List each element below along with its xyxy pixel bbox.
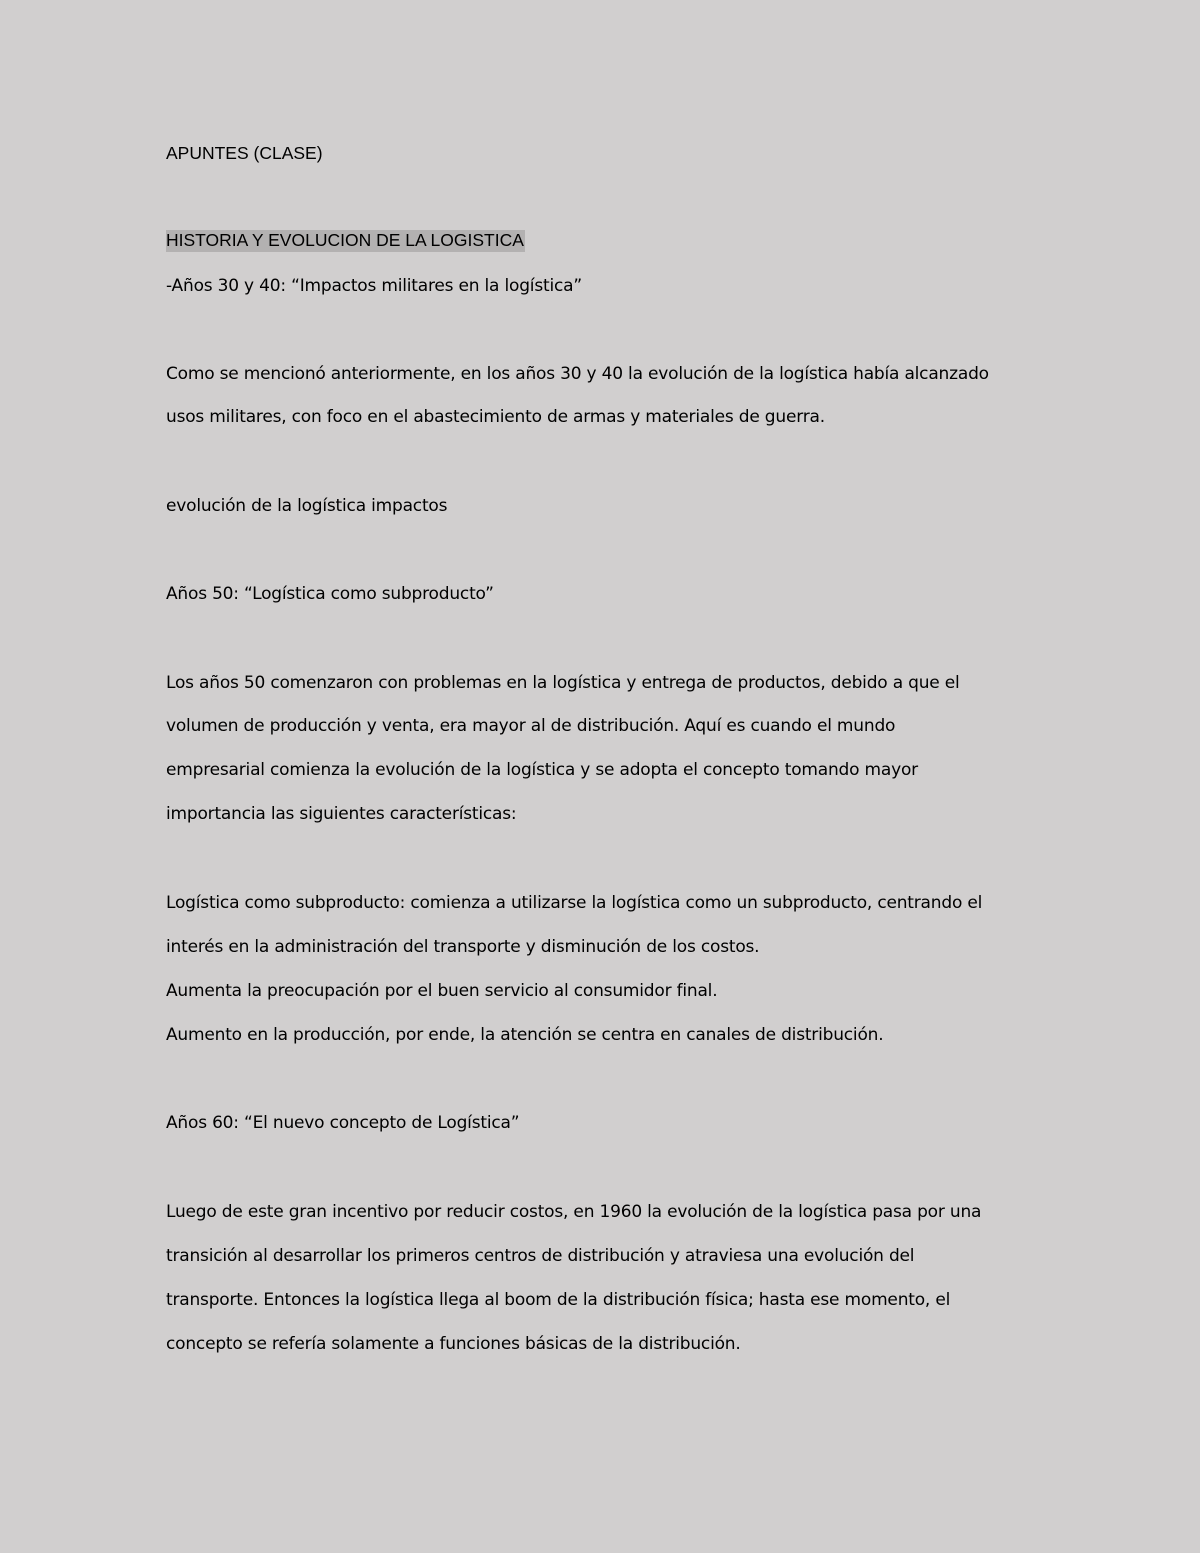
paragraph-line: usos militares, con foco en el abastecimiento de armas y materiales de guerra.: [166, 407, 825, 427]
document-heading: APUNTES (CLASE): [166, 143, 323, 163]
paragraph-line: empresarial comienza la evolución de la logística y se adopta el concepto tomando mayor: [166, 760, 918, 780]
paragraph-line: volumen de producción y venta, era mayor al de distribución. Aquí es cuando el mundo: [166, 716, 896, 736]
paragraph-line: Los años 50 comenzaron con problemas en la logística y entrega de productos, debido a que el: [166, 673, 960, 693]
paragraph-line: transición al desarrollar los primeros centros de distribución y atraviesa una evolución del: [166, 1246, 915, 1266]
paragraph-line: Como se mencionó anteriormente, en los años 30 y 40 la evolución de la logística había alcanzado: [166, 364, 989, 384]
paragraph-line: Aumento en la producción, por ende, la atención se centra en canales de distribución.: [166, 1025, 884, 1045]
paragraph-line: evolución de la logística impactos: [166, 496, 448, 516]
paragraph-line: Aumenta la preocupación por el buen servicio al consumidor final.: [166, 981, 718, 1001]
paragraph-line: Luego de este gran incentivo por reducir costos, en 1960 la evolución de la logística pasa por una: [166, 1202, 982, 1222]
paragraph-line: interés en la administración del transporte y disminución de los costos.: [166, 937, 760, 957]
paragraph-line: transporte. Entonces la logística llega al boom de la distribución física; hasta ese momento, el: [166, 1290, 951, 1310]
subheading-60: Años 60: “El nuevo concepto de Logística”: [166, 1113, 520, 1133]
section-title: [166, 229, 525, 251]
paragraph-line: Logística como subproducto: comienza a utilizarse la logística como un subproducto, centrando el: [166, 893, 983, 913]
paragraph-line: concepto se refería solamente a funciones básicas de la distribución.: [166, 1334, 741, 1354]
paragraph-line: importancia las siguientes características:: [166, 804, 517, 824]
subheading-50: Años 50: “Logística como subproducto”: [166, 584, 494, 604]
section-title-highlight: HISTORIA Y EVOLUCION DE LA LOGISTICA: [166, 230, 524, 250]
subheading-30-40: -Años 30 y 40: “Impactos militares en la logística”: [166, 276, 582, 296]
